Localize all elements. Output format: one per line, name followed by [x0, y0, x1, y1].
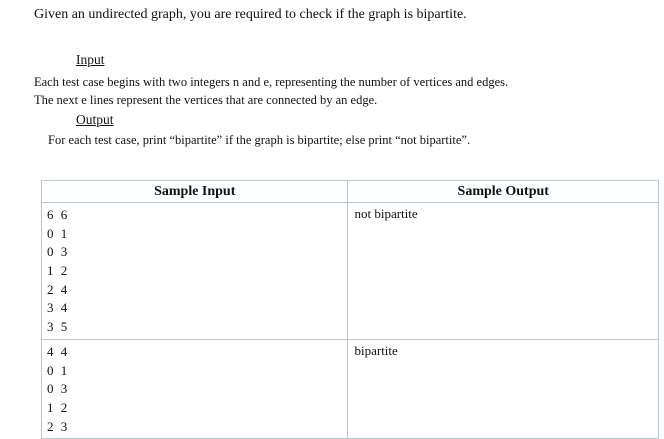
input-line: 0 1 — [47, 225, 70, 241]
problem-statement: Given an undirected graph, you are required to check if the graph is bipartite. — [34, 7, 467, 22]
input-line: 0 3 — [47, 381, 70, 397]
sample-input-cell — [42, 203, 348, 340]
input-line: 1 2 — [47, 399, 70, 415]
input-heading: Input — [76, 52, 105, 67]
sample-case-row — [42, 203, 659, 340]
input-line: 2 3 — [47, 418, 70, 434]
sample-input-cell — [42, 339, 348, 438]
sample-case-row — [42, 339, 659, 438]
output-heading: Output — [76, 112, 114, 127]
output-text: bipartite — [354, 342, 398, 358]
sample-output-cell — [348, 339, 659, 438]
input-description-line-2: The next e lines represent the vertices that are connected by an edge. — [34, 93, 378, 107]
output-text: not bipartite — [354, 206, 418, 221]
output-description: For each test case, print “bipartite” if the graph is bipartite; else print “not bipartite”. — [48, 133, 471, 147]
input-line: 3 5 — [47, 319, 70, 335]
input-line: 1 2 — [47, 263, 70, 279]
input-description-line-1: Each test case begins with two integers n and e, representing the number of vertices and edges. — [34, 75, 509, 89]
sample-output-header: Sample Output — [348, 181, 659, 203]
sample-table-header-row — [42, 181, 659, 203]
input-line: 0 1 — [47, 362, 70, 378]
input-line: 0 3 — [47, 244, 70, 260]
sample-output-cell — [348, 203, 659, 340]
sample-input-header: Sample Input — [42, 181, 348, 203]
sample-table — [41, 180, 659, 439]
input-line: 4 4 — [47, 343, 70, 359]
input-line: 2 4 — [47, 281, 70, 297]
input-line: 3 4 — [47, 300, 70, 316]
input-line: 6 6 — [47, 207, 70, 222]
